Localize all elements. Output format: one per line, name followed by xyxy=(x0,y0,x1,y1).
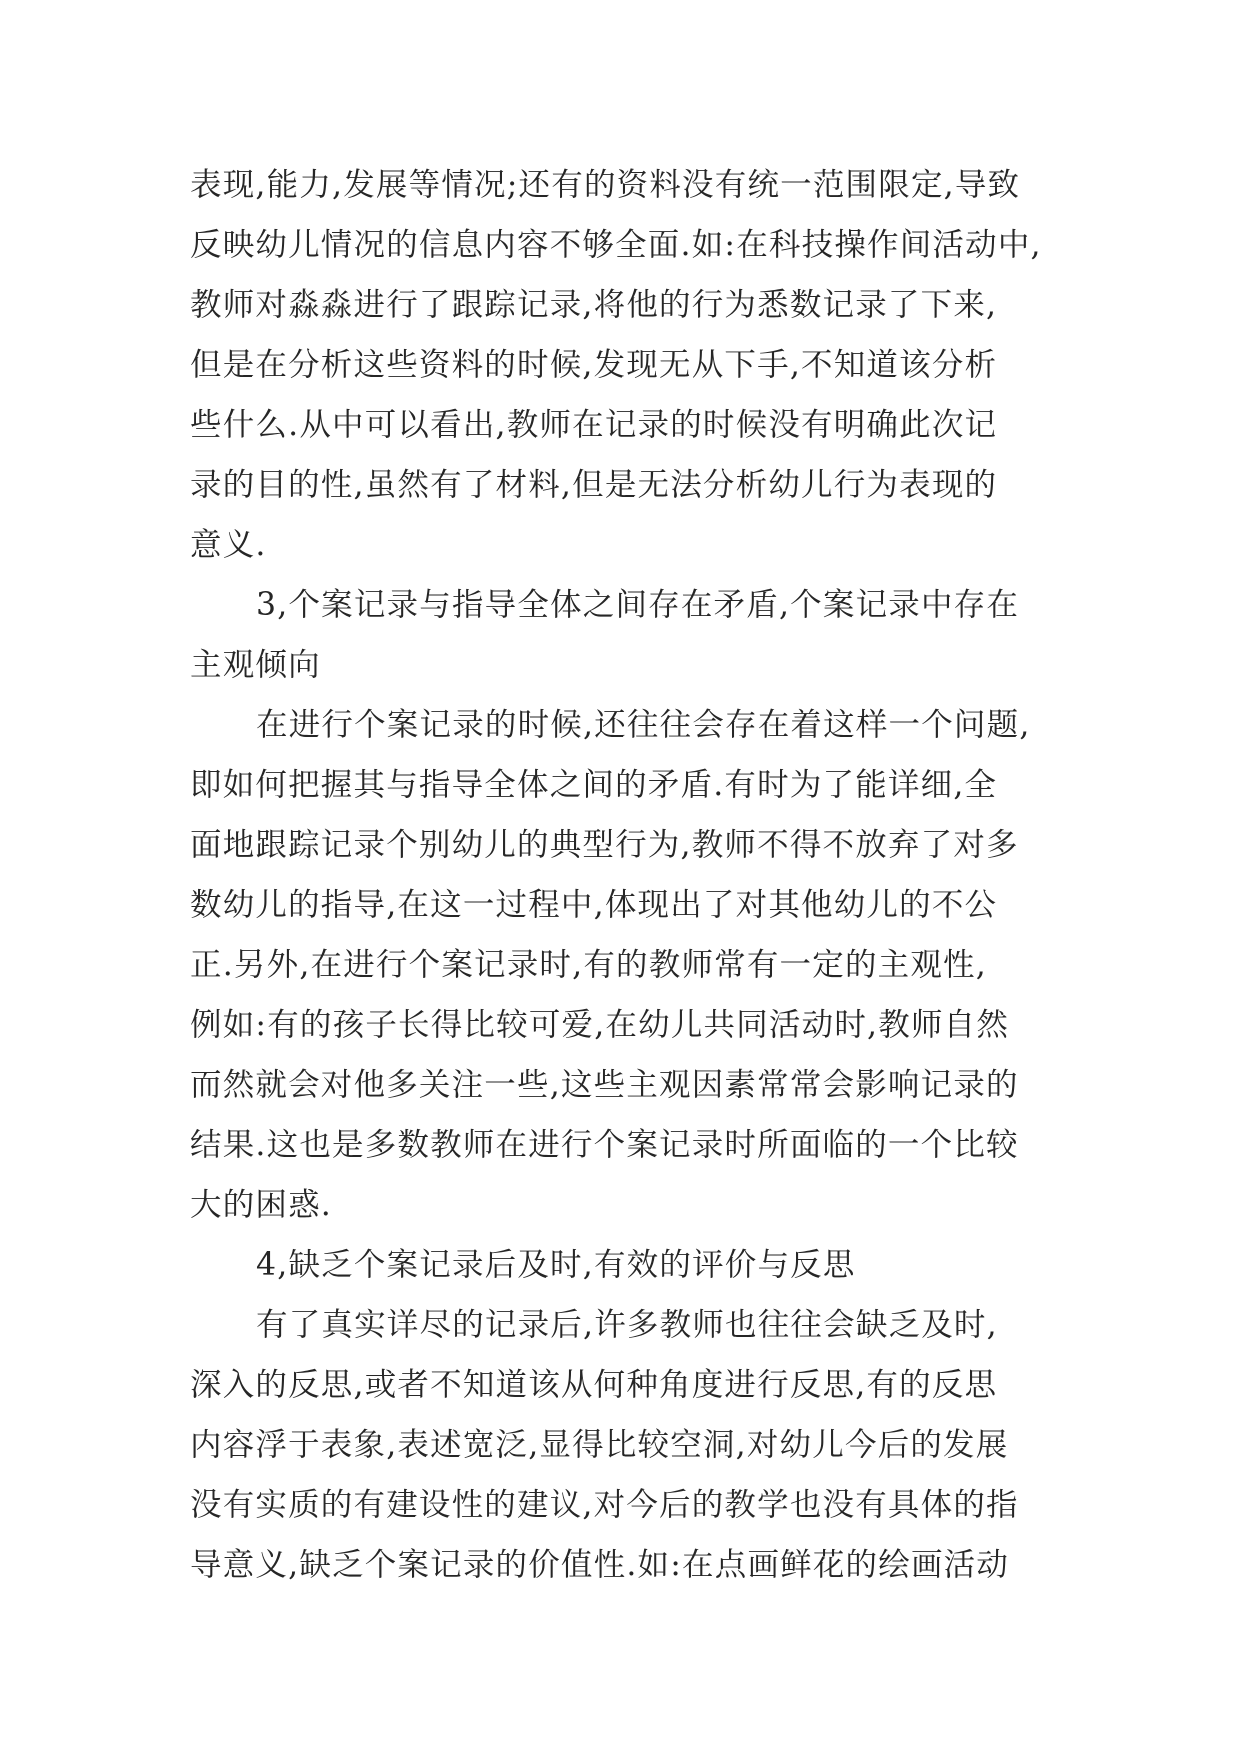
text-line: 深入的反思,或者不知道该从何种角度进行反思,有的反思 xyxy=(190,1367,998,1403)
text-line: 内容浮于表象,表述宽泛,显得比较空洞,对幼儿今后的发展 xyxy=(190,1427,1009,1463)
text-line: 表现,能力,发展等情况;还有的资料没有统一范围限定,导致 xyxy=(190,167,1021,203)
text-line: 而然就会对他多关注一些,这些主观因素常常会影响记录的 xyxy=(190,1067,1019,1103)
text-line: 些什么.从中可以看出,教师在记录的时候没有明确此次记 xyxy=(190,407,998,443)
text-line: 反映幼儿情况的信息内容不够全面.如:在科技操作间活动中, xyxy=(190,227,1042,263)
text-line: 教师对淼淼进行了跟踪记录,将他的行为悉数记录了下来, xyxy=(190,287,998,323)
text-line: 主观倾向 xyxy=(190,647,321,683)
text-line: 导意义,缺乏个案记录的价值性.如:在点画鲜花的绘画活动 xyxy=(190,1547,1010,1583)
paragraph-first-line: 4,缺乏个案记录后及时,有效的评价与反思 xyxy=(256,1247,856,1283)
text-line: 正.另外,在进行个案记录时,有的教师常有一定的主观性, xyxy=(190,947,987,983)
paragraph-first-line: 3,个案记录与指导全体之间存在矛盾,个案记录中存在 xyxy=(256,587,1020,623)
text-line: 但是在分析这些资料的时候,发现无从下手,不知道该分析 xyxy=(190,347,998,383)
text-line: 大的困惑. xyxy=(190,1187,333,1223)
text-line: 面地跟踪记录个别幼儿的典型行为,教师不得不放弃了对多 xyxy=(190,827,1019,863)
paragraph-first-line: 有了真实详尽的记录后,许多教师也往往会缺乏及时, xyxy=(256,1307,998,1343)
text-line: 结果.这也是多数教师在进行个案记录时所面临的一个比较 xyxy=(190,1127,1019,1163)
text-line: 意义. xyxy=(190,527,267,563)
text-line: 即如何把握其与指导全体之间的矛盾.有时为了能详细,全 xyxy=(190,767,998,803)
text-line: 数幼儿的指导,在这一过程中,体现出了对其他幼儿的不公 xyxy=(190,887,998,923)
text-line: 例如:有的孩子长得比较可爱,在幼儿共同活动时,教师自然 xyxy=(190,1007,1010,1043)
paragraph-first-line: 在进行个案记录的时候,还往往会存在着这样一个问题, xyxy=(256,707,1031,743)
text-line: 录的目的性,虽然有了材料,但是无法分析幼儿行为表现的 xyxy=(190,467,998,503)
body-text xyxy=(190,155,1070,1595)
text-line: 没有实质的有建设性的建议,对今后的教学也没有具体的指 xyxy=(190,1487,1019,1523)
